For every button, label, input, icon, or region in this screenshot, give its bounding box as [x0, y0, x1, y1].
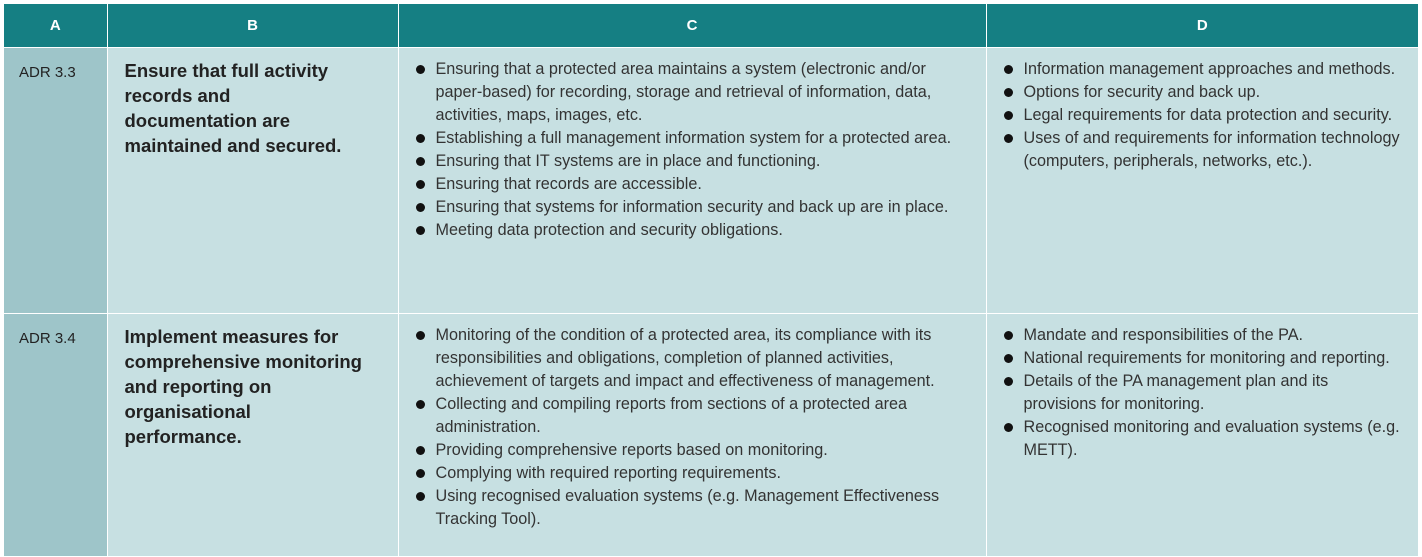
list-item: National requirements for monitoring and reporting.: [1003, 347, 1403, 370]
list-item: Recognised monitoring and evaluation systems (e.g. METT).: [1003, 416, 1403, 462]
list-item: Options for security and back up.: [1003, 81, 1403, 104]
list-item: Establishing a full management information system for a protected area.: [415, 127, 970, 150]
list-item: Mandate and responsibilities of the PA.: [1003, 324, 1403, 347]
knowledge-list: [1003, 324, 1403, 462]
competence-title: Implement measures for comprehensive monitoring and reporting on organisational performance.: [107, 314, 398, 557]
competence-table: [4, 4, 1418, 557]
column-header-c: C: [398, 4, 986, 48]
list-item: Using recognised evaluation systems (e.g. Management Effectiveness Tracking Tool).: [415, 485, 970, 531]
skills-list: [415, 58, 970, 242]
list-item: Details of the PA management plan and its provisions for monitoring.: [1003, 370, 1403, 416]
list-item: Providing comprehensive reports based on monitoring.: [415, 439, 970, 462]
list-item: Complying with required reporting requirements.: [415, 462, 970, 485]
table-row: [4, 48, 1418, 314]
competence-code: ADR 3.4: [4, 314, 107, 557]
list-item: Legal requirements for data protection and security.: [1003, 104, 1403, 127]
list-item: Meeting data protection and security obligations.: [415, 219, 970, 242]
list-item: Ensuring that a protected area maintains a system (electronic and/or paper-based) for recording, storage and retrieval of information, data, activities, maps, images, etc.: [415, 58, 970, 127]
skills-cell: [398, 48, 986, 314]
column-header-a: A: [4, 4, 107, 48]
list-item: Monitoring of the condition of a protected area, its compliance with its responsibilities and obligations, completion of planned activities, achievement of targets and impact and effectiveness of management.: [415, 324, 970, 393]
list-item: Ensuring that records are accessible.: [415, 173, 970, 196]
column-header-d: D: [986, 4, 1418, 48]
list-item: Ensuring that IT systems are in place and functioning.: [415, 150, 970, 173]
skills-list: [415, 324, 970, 531]
table-row: [4, 314, 1418, 557]
list-item: Ensuring that systems for information security and back up are in place.: [415, 196, 970, 219]
knowledge-cell: [986, 48, 1418, 314]
skills-cell: [398, 314, 986, 557]
header-row: [4, 4, 1418, 48]
competence-title: Ensure that full activity records and documentation are maintained and secured.: [107, 48, 398, 314]
knowledge-list: [1003, 58, 1403, 173]
competence-code: ADR 3.3: [4, 48, 107, 314]
list-item: Collecting and compiling reports from sections of a protected area administration.: [415, 393, 970, 439]
list-item: Uses of and requirements for information technology (computers, peripherals, networks, etc.).: [1003, 127, 1403, 173]
list-item: Information management approaches and methods.: [1003, 58, 1403, 81]
column-header-b: B: [107, 4, 398, 48]
knowledge-cell: [986, 314, 1418, 557]
